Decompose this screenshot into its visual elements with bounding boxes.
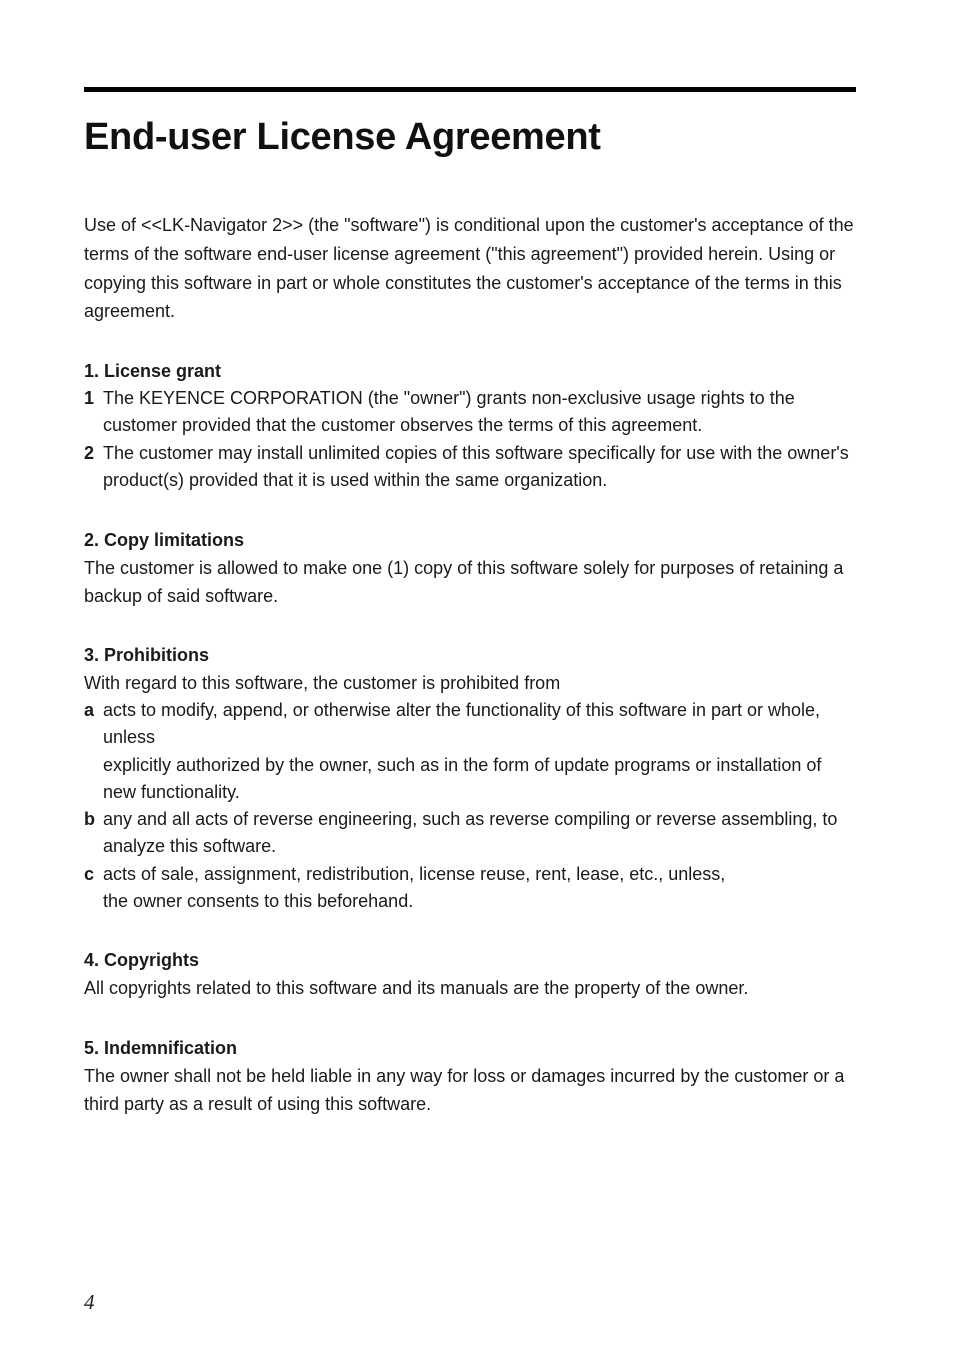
- list-marker: b: [84, 809, 95, 830]
- section-heading: 2. Copy limitations: [84, 530, 245, 550]
- list-marker: c: [84, 863, 95, 884]
- list-item-line: acts of sale, assignment, redistribution, license reuse, rent, lease, etc., unless,: [103, 863, 726, 884]
- list-marker: 1: [84, 388, 95, 408]
- list-item-line: the owner consents to this beforehand.: [103, 891, 414, 912]
- section-body: With regard to this software, the customer is prohibited from: [84, 673, 561, 693]
- page-title: End-user License Agreement: [84, 116, 601, 158]
- list-item-text: The customer may install unlimited copies of this software specifically for use with the owner's product(s) provided that it is used within the same organization.: [103, 442, 849, 490]
- list-item: [84, 385, 856, 440]
- section-body: The customer is allowed to make one (1) copy of this software solely for purposes of retaining a backup of said software.: [84, 558, 844, 606]
- section-heading: 4. Copyrights: [84, 950, 200, 970]
- section-body: The owner shall not be held liable in any way for loss or damages incurred by the customer or a third party as a result of using this software.: [84, 1066, 845, 1114]
- section-prohibitions: [84, 641, 856, 915]
- section-body: All copyrights related to this software and its manuals are the property of the owner.: [84, 978, 749, 998]
- list-item-text: [103, 697, 856, 806]
- section-indemnification: [84, 1034, 856, 1118]
- section-license-grant: [84, 357, 856, 494]
- list-item-line: explicitly authorized by the owner, such as in the form of update programs or installation of new functionality.: [103, 754, 822, 802]
- intro-paragraph: Use of <<LK-Navigator 2>> (the "software") is conditional upon the customer's acceptance of the terms of the software end-user license agreement ("this agreement") provided herein. Using or copying this software in part or whole constitutes the customer's acceptance of the terms in this agreement.: [84, 215, 854, 322]
- section-heading: 1. License grant: [84, 361, 222, 381]
- top-rule: [84, 87, 856, 92]
- list-item-text: [103, 861, 856, 916]
- section-heading: 3. Prohibitions: [84, 645, 210, 665]
- list-marker: a: [84, 700, 95, 720]
- list-item: [84, 861, 856, 916]
- page-number: 4: [84, 1290, 95, 1314]
- list-item: [84, 697, 856, 806]
- section-copyrights: [84, 946, 856, 1002]
- list-item-text: any and all acts of reverse engineering, such as reverse compiling or reverse assembling, to analyze this software.: [103, 809, 838, 857]
- list-item-line: acts to modify, append, or otherwise alter the functionality of this software in part or whole, unless: [103, 700, 821, 748]
- section-heading: 5. Indemnification: [84, 1038, 238, 1058]
- list-marker: 2: [84, 442, 95, 463]
- list-item: [84, 440, 856, 495]
- section-copy-limitations: [84, 526, 856, 610]
- list-item: [84, 806, 856, 861]
- list-item-text: The KEYENCE CORPORATION (the "owner") grants non-exclusive usage rights to the customer provided that the customer observes the terms of this agreement.: [103, 388, 795, 436]
